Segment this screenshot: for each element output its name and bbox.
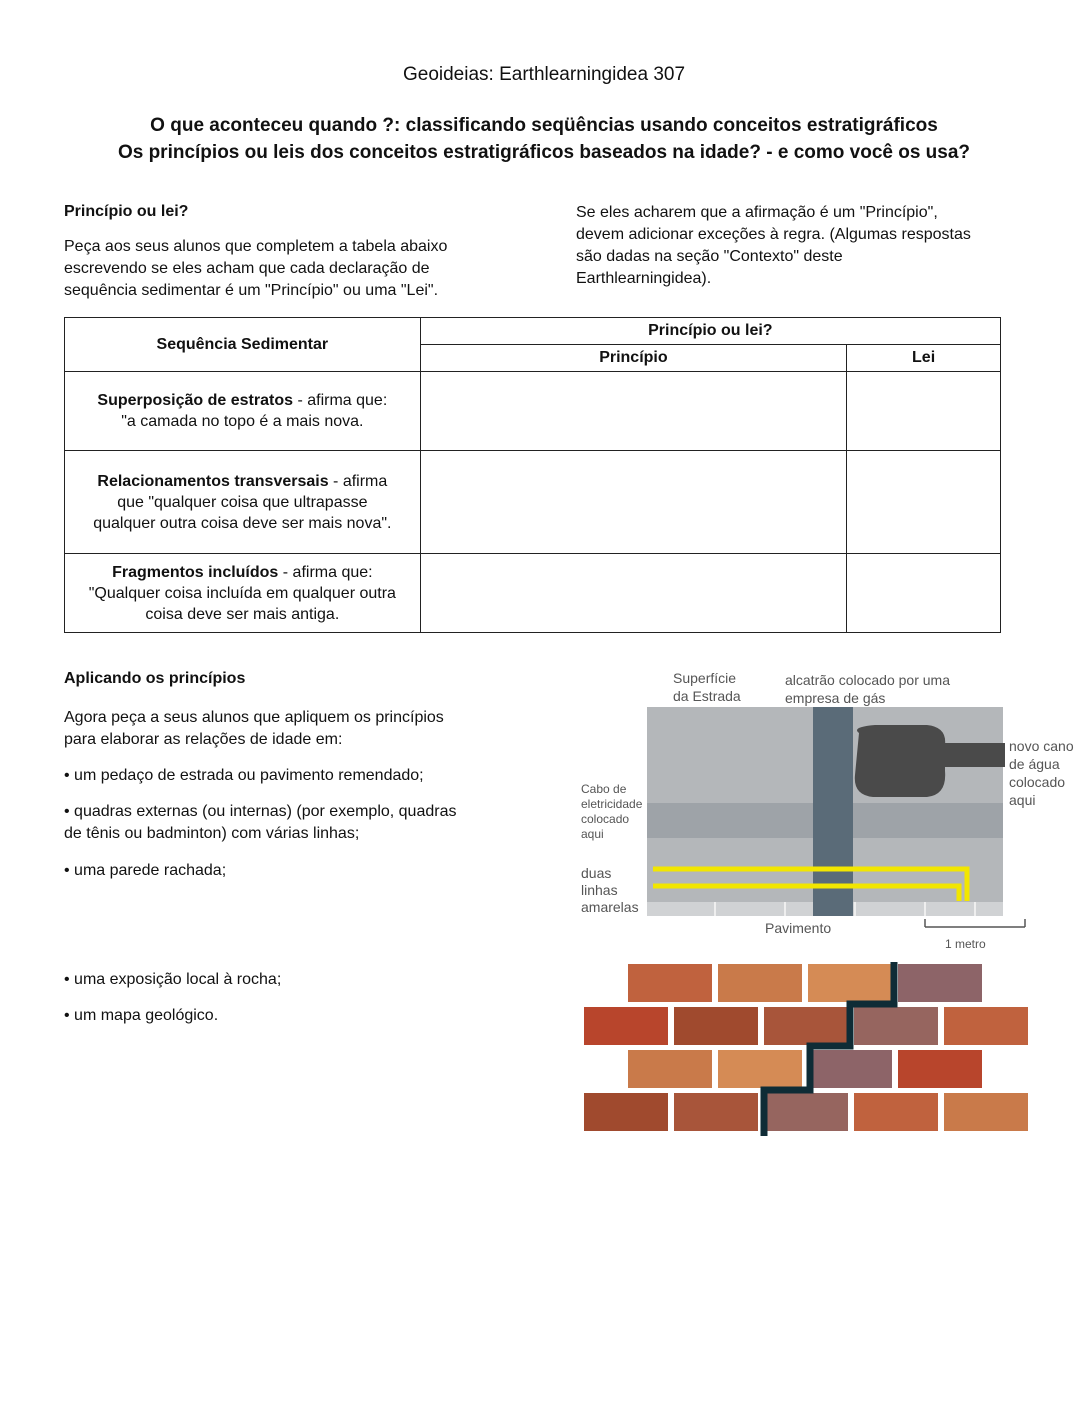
intro-paragraph [64,236,524,302]
statement-text: coisa deve ser mais antiga. [145,605,340,623]
brick [674,1007,758,1045]
label-tar: alcatrão colocado por uma [785,672,950,688]
statement-cell [65,451,421,554]
label-cable: colocado [581,812,630,826]
intro-right-line: são dadas na seção "Contexto" deste [576,248,843,265]
label-cable: aqui [581,827,604,841]
road-diagram [575,665,1074,955]
statement-text: que "qualquer coisa que ultrapasse [117,493,368,511]
label-pipe: aqui [1009,792,1036,808]
document-header: Geoideias: Earthlearningidea 307 [402,64,686,85]
brick [854,1093,938,1131]
intro-line: Peça aos seus alunos que completem a tabela abaixo [64,238,448,255]
statement-title: Superposição de estratos [97,392,294,409]
brick [764,1007,848,1045]
label-yellow-lines: duas [581,865,612,881]
brick [854,1007,938,1045]
brick [584,1007,668,1045]
label-yellow-lines: linhas [581,882,618,898]
principle-or-law-heading: Princípio ou lei? [64,203,189,220]
col-principle-header: Princípio [420,345,846,372]
principle-answer-cell[interactable] [420,554,846,633]
brick [808,964,892,1002]
brick [628,964,712,1002]
label-pipe: de água [1009,756,1060,772]
label-road-surface: da Estrada [673,688,741,704]
list-item [64,801,456,845]
table-row [65,554,1001,633]
law-answer-cell[interactable] [847,554,1001,633]
list-item: • um pedaço de estrada ou pavimento remendado; [64,767,424,784]
intro-right-line: devem adicionar exceções à regra. (Algumas respostas [576,226,971,243]
table-row [65,451,1001,554]
principle-answer-cell[interactable] [420,372,846,451]
brick [674,1093,758,1131]
law-answer-cell[interactable] [847,372,1001,451]
statement-text: qualquer outra coisa deve ser mais nova". [93,514,392,532]
intro-right-paragraph [576,202,1036,290]
label-tar: empresa de gás [785,690,886,706]
label-road-surface: Superfície [673,670,737,686]
brick [898,1050,982,1088]
statement-text: - afirma que: [293,392,388,409]
list-item: • uma exposição local à rocha; [64,971,282,988]
title-line-1: O que aconteceu quando ?: classificando seqüências usando conceitos estratigráficos [150,115,938,136]
principle-law-table [64,317,1001,633]
principle-answer-cell[interactable] [420,451,846,554]
group-header: Princípio ou lei? [420,318,1000,345]
brick [944,1007,1028,1045]
statement-title: Relacionamentos transversais [97,472,329,490]
intro-line: sequência sedimentar é um "Princípio" ou uma "Lei". [64,282,439,299]
list-item: • um mapa geológico. [64,1007,219,1024]
brick [944,1093,1028,1131]
statement-text: "a camada no topo é a mais nova. [121,413,364,430]
label-pavement: Pavimento [765,920,832,936]
table-row [65,372,1001,451]
statement-title: Fragmentos incluídos [112,563,279,581]
brick [898,964,982,1002]
statement-text: - afirma que: [278,563,373,581]
applying-paragraph [64,707,534,751]
water-pipe [935,743,1005,767]
intro-right-line: Se eles acharem que a afirmação é um "Princípio", [576,204,938,221]
brick [718,1050,802,1088]
label-cable: Cabo de [581,782,627,796]
title-line-2: Os princípios ou leis dos conceitos estratigráficos baseados na idade? - e como você os usa? [117,142,971,163]
scale-bar [925,919,1025,927]
intro-right-line: Earthlearningidea). [576,270,712,287]
statement-cell [65,554,421,633]
brick [718,964,802,1002]
applying-line: para elaborar as relações de idade em: [64,731,343,748]
col-sequence-header: Sequência Sedimentar [65,318,421,372]
label-pipe: novo cano [1009,738,1074,754]
statement-cell [65,372,421,451]
law-answer-cell[interactable] [847,451,1001,554]
statement-text: "Qualquer coisa incluída em qualquer outra [88,584,396,602]
cracked-brick-wall [582,960,1034,1138]
statement-text: - afirma [328,472,388,490]
label-pipe: colocado [1009,774,1066,790]
applying-line: Agora peça a seus alunos que apliquem os princípios [64,709,444,726]
list-item-line: de tênis ou badminton) com várias linhas; [64,825,360,842]
list-item-line: • quadras externas (ou internas) (por exemplo, quadras [64,803,457,820]
col-law-header: Lei [847,345,1001,372]
list-item: • uma parede rachada; [64,862,227,879]
brick [584,1093,668,1131]
water-pipe-hole [855,725,945,797]
label-scale: 1 metro [945,937,986,951]
intro-line: escrevendo se eles acham que cada declaração de [64,260,430,277]
brick [764,1093,848,1131]
label-cable: eletricidade [581,797,643,811]
brick [808,1050,892,1088]
applying-heading: Aplicando os princípios [64,670,246,687]
brick [628,1050,712,1088]
label-yellow-lines: amarelas [581,899,639,915]
